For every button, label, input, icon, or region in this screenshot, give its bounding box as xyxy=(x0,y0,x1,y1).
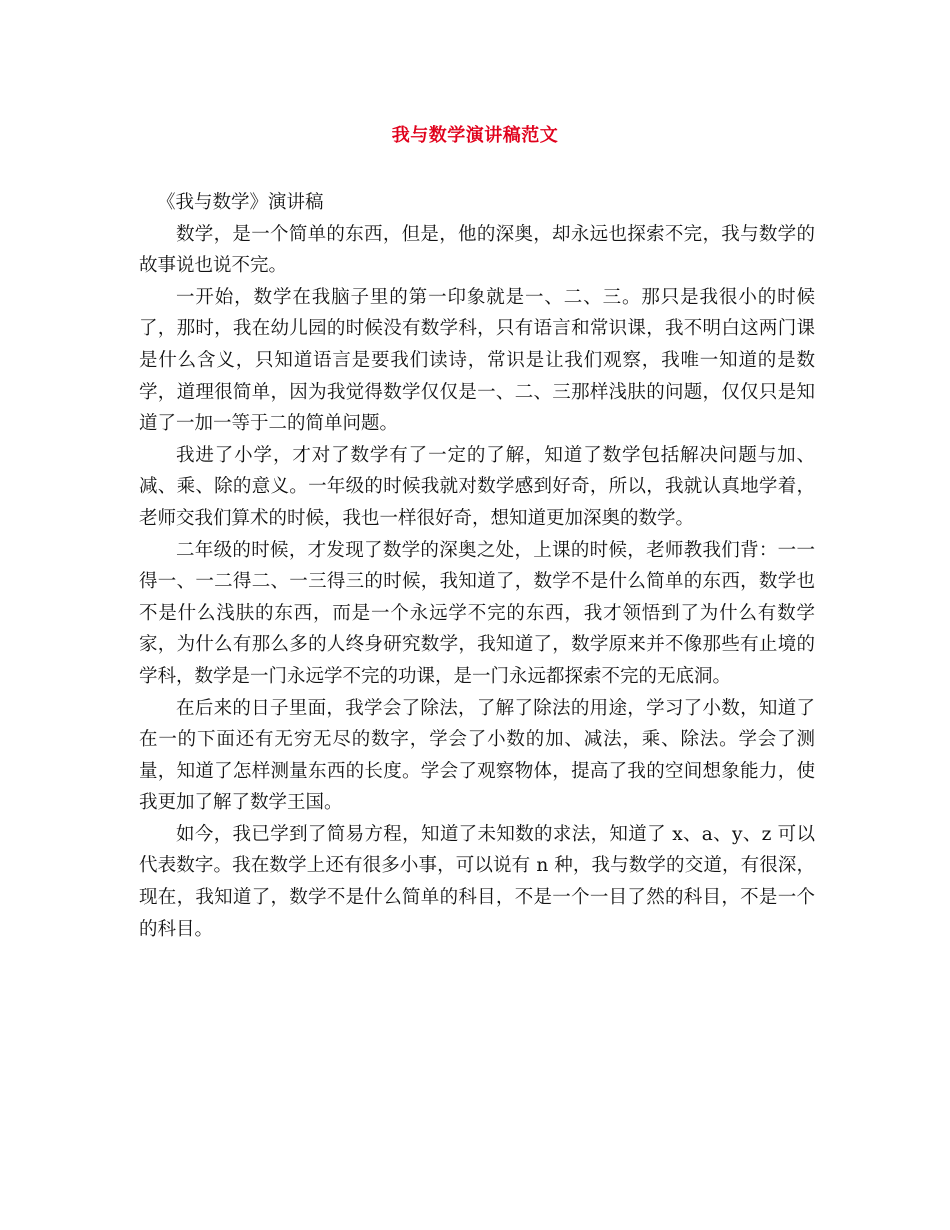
paragraph-6: 如今，我已学到了简易方程，知道了未知数的求法，知道了 x、a、y、z 可以代表数字。我在数学上还有很多小事，可以说有 n 种，我与数学的交道，有很深，现在，我知道了，数学不是什么简单的科目，不是一个一目了然的科目，不是一个的科目。 xyxy=(139,823,815,940)
document-title: 我与数学演讲稿范文 xyxy=(391,125,559,146)
paragraph-4: 二年级的时候，才发现了数学的深奥之处，上课的时候，老师教我们背：一一得一、一二得二、一三得三的时候，我知道了，数学不是什么简单的东西，数学也不是什么浅肤的东西，而是一个永远学不完的东西，我才领悟到了为什么有数学家，为什么有那么多的人终身研究数学，我知道了，数学原来并不像那些有止境的学科，数学是一门永远学不完的功课，是一门永远都探索不完的无底洞。 xyxy=(139,539,815,687)
paragraph-1: 数学，是一个简单的东西，但是，他的深奥，却永远也探索不完，我与数学的故事说也说不完。 xyxy=(139,223,815,277)
paragraph-5: 在后来的日子里面，我学会了除法，了解了除法的用途，学习了小数，知道了在一的下面还有无穷无尽的数字，学会了小数的加、减法，乘、除法。学会了测量，知道了怎样测量东西的长度。学会了观察物体，提高了我的空间想象能力，使我更加了解了数学王国。 xyxy=(139,697,815,814)
paragraph-3: 我进了小学，才对了数学有了一定的了解，知道了数学包括解决问题与加、减、乘、除的意义。一年级的时候我就对数学感到好奇，所以，我就认真地学着，老师交我们算术的时候，我也一样很好奇，想知道更加深奥的数学。 xyxy=(139,444,815,529)
document-subtitle: 《我与数学》演讲稿 xyxy=(157,192,324,213)
document-body xyxy=(139,187,815,945)
paragraph-2: 一开始，数学在我脑子里的第一印象就是一、二、三。那只是我很小的时候了，那时，我在幼儿园的时候没有数学科，只有语言和常识课，我不明白这两门课是什么含义，只知道语言是要我们读诗，常识是让我们观察，我唯一知道的是数学，道理很简单，因为我觉得数学仅仅是一、二、三那样浅肤的问题，仅仅只是知道了一加一等于二的简单问题。 xyxy=(139,286,815,435)
